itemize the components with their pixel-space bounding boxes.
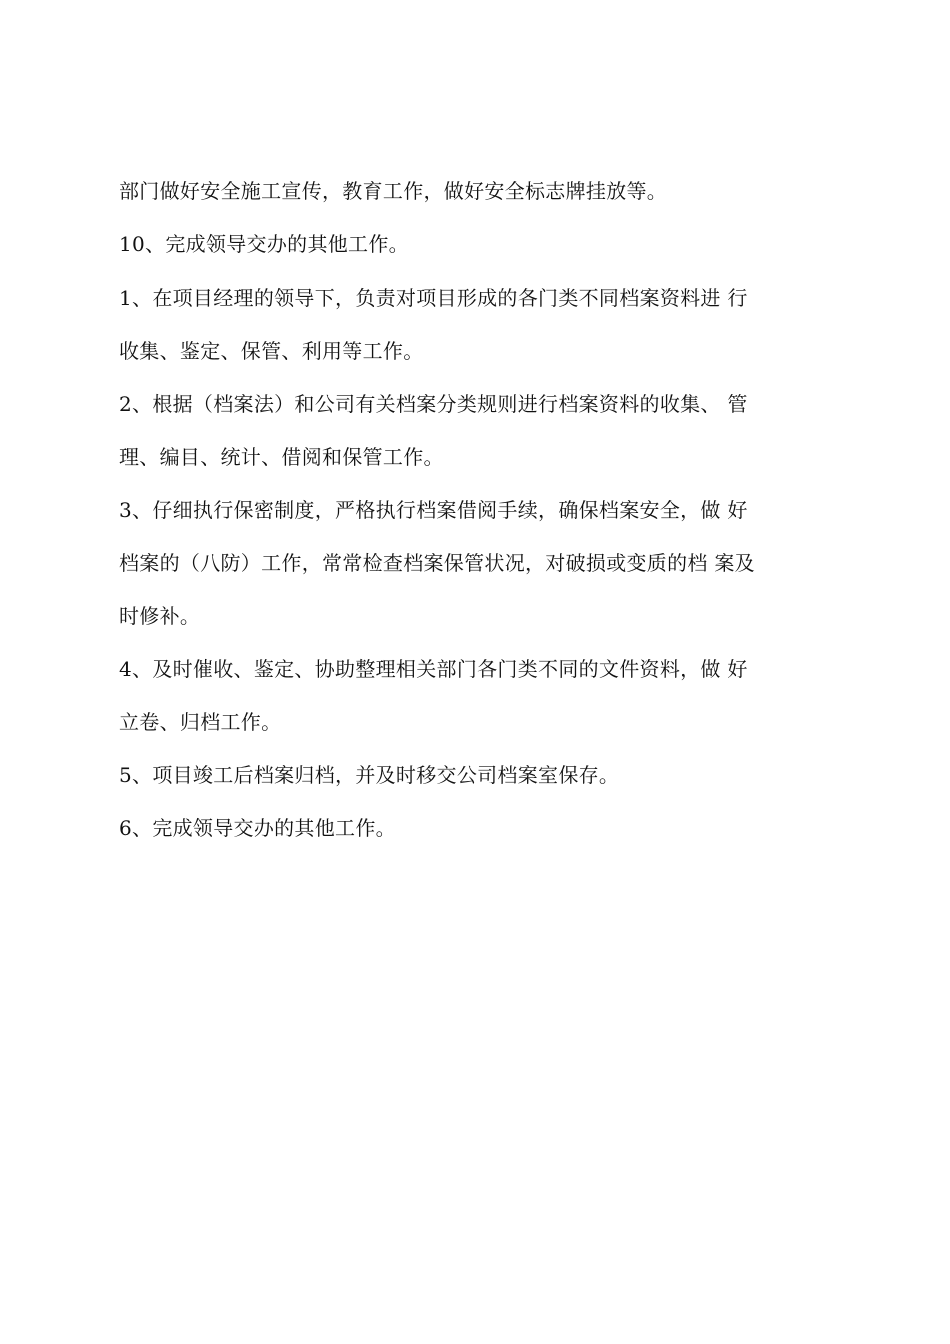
text-line: 6、完成领导交办的其他工作。 [119, 816, 396, 840]
text-line: 立卷、归档工作。 [119, 710, 282, 734]
text-line: 3、仔细执行保密制度，严格执行档案借阅手续，确保档案安全，做 好 [119, 498, 748, 522]
text-line: 1、在项目经理的领导下，负责对项目形成的各门类不同档案资料进 行 [119, 286, 748, 310]
text-line: 部门做好安全施工宣传，教育工作，做好安全标志牌挂放等。 [119, 179, 668, 203]
text-line: 时修补。 [119, 604, 201, 628]
text-line: 理、编目、统计、借阅和保管工作。 [119, 445, 444, 469]
text-line: 2、根据（档案法）和公司有关档案分类规则进行档案资料的收集、 管 [119, 392, 748, 416]
text-line: 10、完成领导交办的其他工作。 [119, 232, 409, 256]
text-line: 收集、鉴定、保管、利用等工作。 [119, 339, 424, 363]
text-line: 4、及时催收、鉴定、协助整理相关部门各门类不同的文件资料，做 好 [119, 657, 748, 681]
text-line: 5、项目竣工后档案归档，并及时移交公司档案室保存。 [119, 763, 620, 787]
text-line: 档案的（八防）工作，常常检查档案保管状况，对破损或变质的档 案及 [119, 551, 755, 575]
